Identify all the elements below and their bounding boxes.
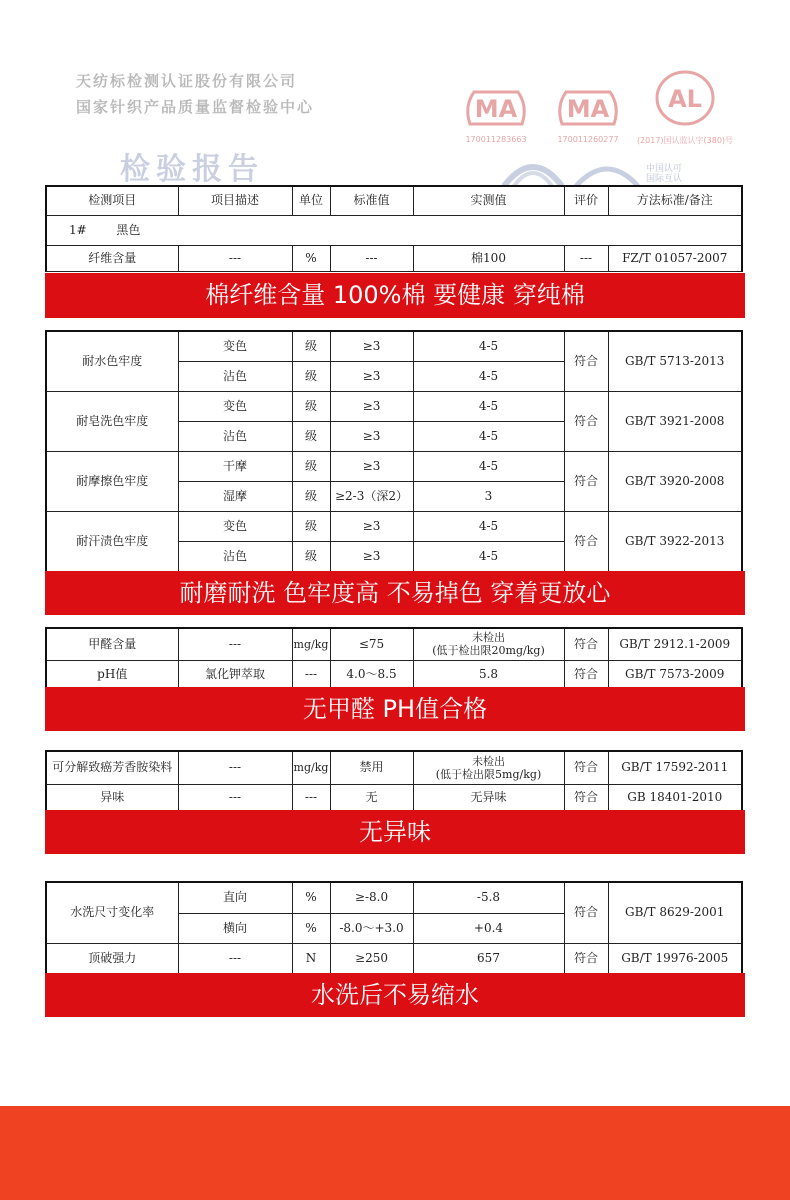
col-measured-header: 实测值	[413, 186, 564, 215]
formaldehyde-item: 甲醛含量	[46, 628, 178, 660]
section1-table	[45, 185, 743, 272]
shrinkage-banner: 水洗后不易缩水	[45, 973, 745, 1017]
report-header	[0, 0, 790, 185]
svg-text:MA: MA	[566, 95, 610, 123]
svg-text:MA: MA	[474, 95, 518, 123]
seal-code-1: 170011283663	[465, 135, 527, 144]
table-row: 甲醛含量 --- mg/kg ≤75 未检出 (低于检出限20mg/kg) 符合 GB/T 2912.1-2009	[46, 628, 742, 660]
cnas-logo-icon	[572, 158, 642, 186]
formaldehyde-banner: 无甲醛 PH值合格	[45, 687, 745, 731]
org-name-line1: 天纺标检测认证股份有限公司	[76, 72, 298, 90]
section5-table	[45, 881, 743, 974]
table-row: 湿摩 级 ≥2-3（深2） 3	[46, 481, 742, 511]
table-row: pH值 氯化钾萃取 --- 4.0～8.5 5.8 符合 GB/T 7573-2009	[46, 660, 742, 688]
table-row: 横向 % -8.0～+3.0 +0.4	[46, 913, 742, 943]
table-row: 耐摩擦色牢度 干摩 级 ≥3 4-5 符合 GB/T 3920-2008	[46, 451, 742, 481]
section4-table	[45, 750, 743, 812]
azo-dye-item: 可分解致癌芳香胺染料	[46, 751, 178, 784]
table-row: 沾色 级 ≥3 4-5	[46, 361, 742, 391]
table-row: 耐皂洗色牢度 变色 级 ≥3 4-5 符合 GB/T 3921-2008	[46, 391, 742, 421]
table-row: 异味 --- --- 无 无异味 符合 GB 18401-2010	[46, 784, 742, 811]
sweat-fastness-item: 耐汗渍色牢度	[46, 511, 178, 571]
seal-code-3: (2017)国认监认字(380)号	[636, 136, 734, 145]
svg-text:AL: AL	[668, 85, 702, 113]
table-row: 纤维含量 --- % --- 棉100 --- FZ/T 01057-2007	[46, 245, 742, 271]
fiber-item: 纤维含量	[46, 245, 178, 271]
seal-code-2: 170011260277	[557, 135, 619, 144]
sample-row	[46, 215, 742, 245]
ph-item: pH值	[46, 660, 178, 688]
column-header-row	[46, 186, 742, 215]
footer-band	[0, 1106, 790, 1200]
table-row: 沾色 级 ≥3 4-5	[46, 421, 742, 451]
table-row: 水洗尺寸变化率 直向 % ≥-8.0 -5.8 符合 GB/T 8629-2001	[46, 882, 742, 913]
table-row: 顶破强力 --- N ≥250 657 符合 GB/T 19976-2005	[46, 943, 742, 973]
col-unit-header: 单位	[292, 186, 330, 215]
section2-table	[45, 330, 743, 572]
col-standard-header: 标准值	[330, 186, 413, 215]
odor-banner: 无异味	[45, 810, 745, 854]
cal-seal-icon	[652, 68, 718, 130]
soap-fastness-item: 耐皂洗色牢度	[46, 391, 178, 451]
col-item-header: 检测项目	[46, 186, 178, 215]
table-row: 可分解致癌芳香胺染料 --- mg/kg 禁用 未检出 (低于检出限5mg/kg) 符合 GB/T 17592-2011	[46, 751, 742, 784]
table-row: 沾色 级 ≥3 4-5	[46, 541, 742, 571]
shrinkage-item: 水洗尺寸变化率	[46, 882, 178, 943]
ilac-logo-icon	[498, 152, 568, 186]
cma-seal-icon	[552, 84, 624, 130]
table-row: 耐汗渍色牢度 变色 级 ≥3 4-5 符合 GB/T 3922-2013	[46, 511, 742, 541]
report-title: 检验报告	[120, 152, 264, 187]
bursting-strength-item: 顶破强力	[46, 943, 178, 973]
section3-table	[45, 627, 743, 689]
col-rating-header: 评价	[564, 186, 608, 215]
water-fastness-item: 耐水色牢度	[46, 331, 178, 391]
rub-fastness-item: 耐摩擦色牢度	[46, 451, 178, 511]
odor-item: 异味	[46, 784, 178, 811]
col-method-header: 方法标准/备注	[608, 186, 742, 215]
sample-color: 黑色	[116, 222, 141, 237]
cma-seal-icon	[460, 84, 532, 130]
sample-number: 1#	[69, 222, 87, 237]
org-name-line2: 国家针织产品质量监督检验中心	[76, 98, 315, 116]
fiber-measured: 棉100	[413, 245, 564, 271]
cnas-label: 中国认可 国际互认	[646, 164, 683, 184]
fiber-banner: 棉纤维含量 100%棉 要健康 穿纯棉	[45, 273, 745, 318]
col-desc-header: 项目描述	[178, 186, 292, 215]
fastness-banner: 耐磨耐洗 色牢度高 不易掉色 穿着更放心	[45, 571, 745, 615]
table-row: 耐水色牢度 变色 级 ≥3 4-5 符合 GB/T 5713-2013	[46, 331, 742, 361]
